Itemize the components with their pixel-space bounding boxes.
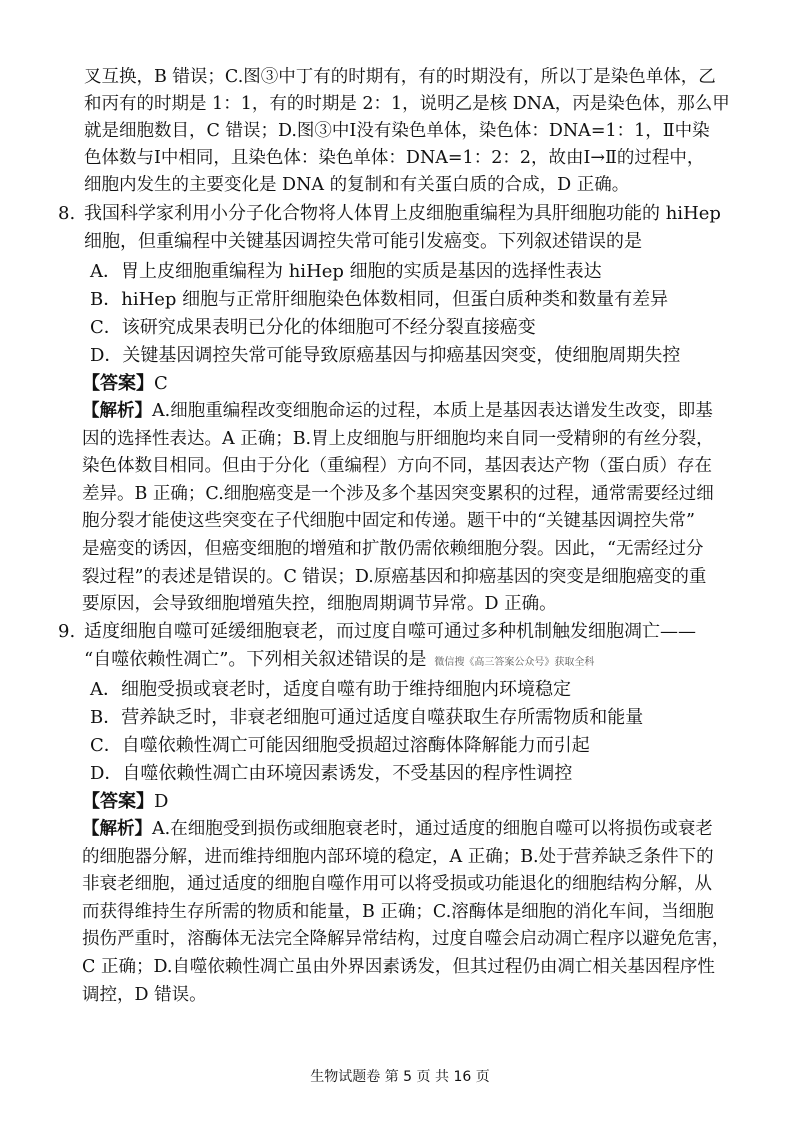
analysis-line: A.在细胞受到损伤或细胞衰老时，通过适度的细胞自噬可以将损伤或衰老 (152, 819, 713, 839)
analysis-line: 胞分裂才能使这些突变在子代细胞中固定和传递。题干中的“关键基因调控失常” (82, 511, 695, 532)
question-stem-line: “自噬依赖性凋亡”。下列相关叙述错误的是 (84, 649, 427, 670)
text-line: 叉互换，B 错误；C.图③中丁有的时期有，有的时期没有，所以丁是染色单体，乙 (84, 67, 716, 87)
analysis-line: 是癌变的诱因，但癌变细胞的增殖和扩散仍需依赖细胞分裂。因此，“无需经过分 (82, 538, 704, 559)
question-number: 9. (58, 621, 76, 642)
text-line: 和丙有的时期是 1：1，有的时期是 2：1，说明乙是核 DNA，丙是染色体，那么甲 (84, 94, 730, 114)
question-stem-line: 适度细胞自噬可延缓细胞衰老，而过度自噬可通过多种机制触发细胞凋亡—— (84, 621, 696, 642)
question-9-stem (58, 618, 760, 677)
answer-value: C (154, 373, 168, 394)
question-8-analysis (82, 398, 762, 619)
analysis-line: 的细胞器分解，进而维持细胞内部环境的稳定，A 正确；B.处于营养缺乏条件下的 (82, 846, 714, 867)
option-a: A．细胞受损或衰老时，适度自噬有助于维持细胞内环境稳定 (90, 679, 571, 700)
analysis-line: 调控，D 错误。 (82, 984, 207, 1005)
question-8-stem (58, 200, 760, 256)
question-stem-line: 细胞，但重编程中关键基因调控失常可能引发癌变。下列叙述错误的是 (84, 231, 642, 252)
answer-tag: 【答案】 (82, 373, 154, 394)
option-c: C．该研究成果表明已分化的体细胞可不经分裂直接癌变 (90, 317, 536, 338)
answer-value: D (154, 791, 169, 812)
option-b: B．hiHep 细胞与正常肝细胞染色体数相同，但蛋白质种类和数量有差异 (90, 289, 669, 310)
option-a: A．胃上皮细胞重编程为 hiHep 细胞的实质是基因的选择性表达 (90, 261, 602, 282)
option-d: D．关键基因调控失常可能导致原癌基因与抑癌基因突变，使细胞周期失控 (90, 345, 681, 366)
question-stem-line: 我国科学家利用小分子化合物将人体胃上皮细胞重编程为具肝细胞功能的 hiHep (84, 203, 721, 224)
text-line: 色体数与Ⅰ中相同，且染色体：染色单体：DNA=1：2：2，故由Ⅰ→Ⅱ的过程中， (84, 148, 705, 168)
analysis-line: A.细胞重编程改变细胞命运的过程，本质上是基因表达谱发生改变，即基 (152, 401, 713, 421)
option-d: D．自噬依赖性凋亡由环境因素诱发，不受基因的程序性调控 (90, 763, 573, 784)
text-line: 就是细胞数目，C 错误；D.图③中Ⅰ没有染色单体，染色体：DNA=1：1，Ⅱ中染 (84, 121, 710, 141)
watermark-text: 微信搜《高三答案公众号》获取全科 (434, 657, 595, 668)
previous-question-analysis-continuation (84, 64, 760, 199)
analysis-line: 损伤严重时，溶酶体无法完全降解异常结构，过度自噬会启动凋亡程序以避免危害， (82, 929, 730, 950)
analysis-line: 要原因，会导致细胞增殖失控，细胞周期调节异常。D 正确。 (82, 594, 557, 615)
page-footer: 生物试题卷 第 5 页 共 16 页 (310, 1069, 490, 1085)
option-c: C．自噬依赖性凋亡可能因细胞受损超过溶酶体降解能力而引起 (90, 735, 590, 756)
analysis-line: 而获得维持生存所需的物质和能量，B 正确；C.溶酶体是细胞的消化车间，当细胞 (82, 901, 714, 922)
analysis-line: 因的选择性表达。A 正确；B.胃上皮细胞与肝细胞均来自同一受精卵的有丝分裂， (82, 428, 714, 449)
analysis-line: 非衰老细胞，通过适度的细胞自噬作用可以将受损或功能退化的细胞结构分解，从 (82, 874, 712, 895)
analysis-line: 染色体数目相同。但由于分化（重编程）方向不同，基因表达产物（蛋白质）存在 (82, 456, 712, 477)
analysis-line: 差异。B 正确；C.细胞癌变是一个涉及多个基因突变累积的过程，通常需要经过细 (82, 483, 714, 504)
question-number: 8. (58, 203, 76, 224)
answer-tag: 【答案】 (82, 791, 154, 812)
analysis-tag: 【解析】 (82, 819, 152, 839)
question-9-analysis (82, 816, 762, 1009)
answer-line (82, 788, 168, 816)
analysis-line: C 正确；D.自噬依赖性凋亡虽由外界因素诱发，但其过程仍由凋亡相关基因程序性 (82, 956, 715, 977)
analysis-line: 裂过程”的表述是错误的。C 错误；D.原癌基因和抑癌基因的突变是细胞癌变的重 (82, 566, 707, 587)
analysis-tag: 【解析】 (82, 401, 152, 421)
answer-line (82, 370, 168, 398)
option-b: B．营养缺乏时，非衰老细胞可通过适度自噬获取生存所需物质和能量 (90, 707, 644, 728)
text-line: 细胞内发生的主要变化是 DNA 的复制和有关蛋白质的合成，D 正确。 (84, 175, 630, 195)
